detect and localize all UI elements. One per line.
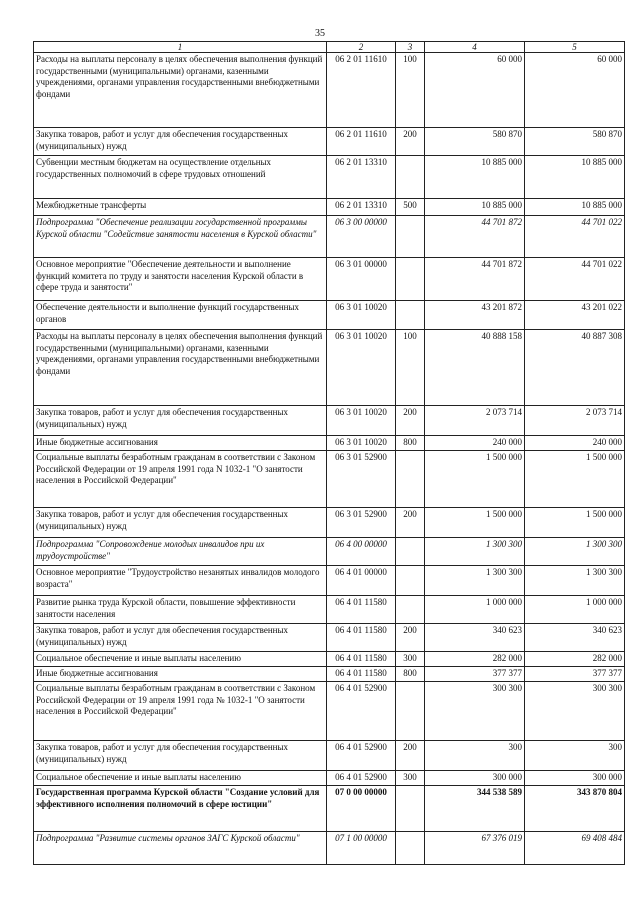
row-type-cell: 100 [396,53,425,128]
row-type-cell [396,301,425,330]
row-name-cell: Закупка товаров, работ и услуг для обеспечения государственных (муниципальных) нужд [34,624,327,652]
row-code-cell: 07 1 00 00000 [327,832,396,865]
budget-table [33,41,625,865]
table-header-row [34,42,625,53]
row-code-cell: 06 3 01 00000 [327,258,396,301]
row-type-cell: 800 [396,436,425,451]
row-value-2-cell: 69 408 484 [525,832,625,865]
table-row [34,566,625,596]
row-value-2-cell: 10 885 000 [525,156,625,199]
row-value-2-cell: 43 201 022 [525,301,625,330]
row-value-1-cell: 10 885 000 [425,199,525,216]
row-value-2-cell: 377 377 [525,667,625,682]
table-row [34,832,625,865]
row-type-cell [396,451,425,508]
row-value-1-cell: 44 701 872 [425,216,525,258]
row-name-cell: Социальные выплаты безработным гражданам в соответствии с Законом Российской Федерации от 19 апреля 1991 года № 1032-1 "О занятости населения в Российской Федерации" [34,682,327,741]
row-type-cell: 100 [396,330,425,406]
row-type-cell: 200 [396,128,425,156]
row-value-2-cell: 2 073 714 [525,406,625,436]
table-row [34,652,625,667]
table-row [34,128,625,156]
row-value-2-cell: 40 887 308 [525,330,625,406]
row-name-cell: Расходы на выплаты персоналу в целях обеспечения выполнения функций государственными (муниципальными) органами, казенными учреждениями, органами управления государственными внебюджетными фондами [34,330,327,406]
row-type-cell: 300 [396,771,425,786]
row-code-cell: 06 3 01 10020 [327,301,396,330]
row-value-1-cell: 67 376 019 [425,832,525,865]
table-row [34,667,625,682]
row-name-cell: Социальное обеспечение и иные выплаты населению [34,652,327,667]
row-value-2-cell: 1 300 300 [525,566,625,596]
row-name-cell: Закупка товаров, работ и услуг для обеспечения государственных (муниципальных) нужд [34,406,327,436]
row-type-cell [396,538,425,566]
row-name-cell: Основное мероприятие "Трудоустройство незанятых инвалидов молодого возраста" [34,566,327,596]
row-name-cell: Иные бюджетные ассигнования [34,436,327,451]
row-name-cell: Закупка товаров, работ и услуг для обеспечения государственных (муниципальных) нужд [34,741,327,771]
row-name-cell: Закупка товаров, работ и услуг для обеспечения государственных (муниципальных) нужд [34,128,327,156]
row-name-cell: Межбюджетные трансферты [34,199,327,216]
budget-table-body [34,42,625,865]
table-row [34,451,625,508]
row-type-cell: 500 [396,199,425,216]
row-value-2-cell: 1 300 300 [525,538,625,566]
row-value-1-cell: 1 500 000 [425,508,525,538]
row-value-2-cell: 282 000 [525,652,625,667]
row-name-cell: Расходы на выплаты персоналу в целях обеспечения выполнения функций государственными (муниципальными) органами, казенными учреждениями, органами управления государственными внебюджетными фондами [34,53,327,128]
page-number: 35 [315,28,325,39]
row-value-1-cell: 2 073 714 [425,406,525,436]
row-value-1-cell: 44 701 872 [425,258,525,301]
row-type-cell [396,832,425,865]
row-type-cell: 200 [396,508,425,538]
row-code-cell: 06 4 01 11580 [327,667,396,682]
row-value-2-cell: 343 870 804 [525,786,625,832]
row-name-cell: Иные бюджетные ассигнования [34,667,327,682]
row-value-1-cell: 340 623 [425,624,525,652]
row-type-cell [396,682,425,741]
row-code-cell: 06 2 01 11610 [327,128,396,156]
row-value-1-cell: 580 870 [425,128,525,156]
row-type-cell [396,786,425,832]
row-value-2-cell: 1 000 000 [525,596,625,624]
row-code-cell: 06 4 00 00000 [327,538,396,566]
header-col-2: 2 [327,42,396,53]
row-value-1-cell: 10 885 000 [425,156,525,199]
row-name-cell: Основное мероприятие "Обеспечение деятельности и выполнение функций комитета по труду и занятости населения Курской области в сфере труда и занятости" [34,258,327,301]
table-row [34,538,625,566]
row-code-cell: 06 4 01 52900 [327,682,396,741]
table-row [34,406,625,436]
row-name-cell: Социальные выплаты безработным гражданам в соответствии с Законом Российской Федерации от 19 апреля 1991 года N 1032-1 "О занятости населения в Российской Федерации" [34,451,327,508]
row-code-cell: 06 4 01 00000 [327,566,396,596]
row-type-cell [396,156,425,199]
row-value-1-cell: 300 300 [425,682,525,741]
table-row [34,199,625,216]
row-name-cell: Социальное обеспечение и иные выплаты населению [34,771,327,786]
table-row [34,436,625,451]
row-type-cell [396,258,425,301]
row-value-1-cell: 1 300 300 [425,538,525,566]
row-value-2-cell: 44 701 022 [525,258,625,301]
row-value-2-cell: 44 701 022 [525,216,625,258]
row-code-cell: 06 4 01 52900 [327,771,396,786]
row-value-1-cell: 1 300 300 [425,566,525,596]
row-code-cell: 06 4 01 11580 [327,596,396,624]
row-name-cell: Развитие рынка труда Курской области, повышение эффективности занятости населения [34,596,327,624]
table-row [34,53,625,128]
row-code-cell: 06 4 01 52900 [327,741,396,771]
row-code-cell: 06 3 01 52900 [327,451,396,508]
row-type-cell [396,596,425,624]
row-value-1-cell: 300 [425,741,525,771]
header-col-3: 3 [396,42,425,53]
table-row [34,771,625,786]
row-code-cell: 07 0 00 00000 [327,786,396,832]
table-row [34,216,625,258]
row-code-cell: 06 2 01 13310 [327,199,396,216]
row-value-2-cell: 60 000 [525,53,625,128]
row-code-cell: 06 4 01 11580 [327,652,396,667]
row-name-cell: Субвенции местным бюджетам на осуществление отдельных государственных полномочий в сфере трудовых отношений [34,156,327,199]
row-value-2-cell: 580 870 [525,128,625,156]
row-code-cell: 06 2 01 11610 [327,53,396,128]
row-value-1-cell: 240 000 [425,436,525,451]
row-name-cell: Подпрограмма "Сопровождение молодых инвалидов при их трудоустройстве" [34,538,327,566]
row-code-cell: 06 3 01 52900 [327,508,396,538]
row-code-cell: 06 2 01 13310 [327,156,396,199]
row-name-cell: Закупка товаров, работ и услуг для обеспечения государственных (муниципальных) нужд [34,508,327,538]
table-row [34,258,625,301]
header-col-1: 1 [34,42,327,53]
row-value-1-cell: 300 000 [425,771,525,786]
table-row [34,301,625,330]
row-type-cell: 200 [396,624,425,652]
row-type-cell: 200 [396,406,425,436]
row-code-cell: 06 3 00 00000 [327,216,396,258]
row-type-cell: 800 [396,667,425,682]
row-code-cell: 06 3 01 10020 [327,436,396,451]
row-value-1-cell: 1 500 000 [425,451,525,508]
row-value-1-cell: 60 000 [425,53,525,128]
row-value-2-cell: 340 623 [525,624,625,652]
row-value-1-cell: 43 201 872 [425,301,525,330]
table-row [34,156,625,199]
row-value-2-cell: 300 000 [525,771,625,786]
table-row [34,786,625,832]
row-code-cell: 06 4 01 11580 [327,624,396,652]
row-value-2-cell: 300 [525,741,625,771]
row-value-1-cell: 377 377 [425,667,525,682]
row-name-cell: Обеспечение деятельности и выполнение функций государственных органов [34,301,327,330]
table-row [34,624,625,652]
row-type-cell: 300 [396,652,425,667]
row-value-2-cell: 1 500 000 [525,508,625,538]
row-type-cell: 200 [396,741,425,771]
header-col-4: 4 [425,42,525,53]
row-value-2-cell: 1 500 000 [525,451,625,508]
table-row [34,596,625,624]
table-row [34,741,625,771]
row-type-cell [396,216,425,258]
row-code-cell: 06 3 01 10020 [327,330,396,406]
row-name-cell: Подпрограмма "Обеспечение реализации государственной программы Курской области "Содействие занятости населения в Курской области" [34,216,327,258]
row-value-2-cell: 240 000 [525,436,625,451]
row-value-2-cell: 10 885 000 [525,199,625,216]
row-type-cell [396,566,425,596]
row-name-cell: Подпрограмма "Развитие системы органов ЗАГС Курской области" [34,832,327,865]
table-row [34,682,625,741]
row-value-1-cell: 282 000 [425,652,525,667]
row-value-1-cell: 40 888 158 [425,330,525,406]
row-value-2-cell: 300 300 [525,682,625,741]
row-value-1-cell: 1 000 000 [425,596,525,624]
row-value-1-cell: 344 538 589 [425,786,525,832]
row-name-cell: Государственная программа Курской области "Создание условий для эффективного исполнения полномочий в сфере юстиции" [34,786,327,832]
row-code-cell: 06 3 01 10020 [327,406,396,436]
header-col-5: 5 [525,42,625,53]
table-row [34,508,625,538]
table-row [34,330,625,406]
